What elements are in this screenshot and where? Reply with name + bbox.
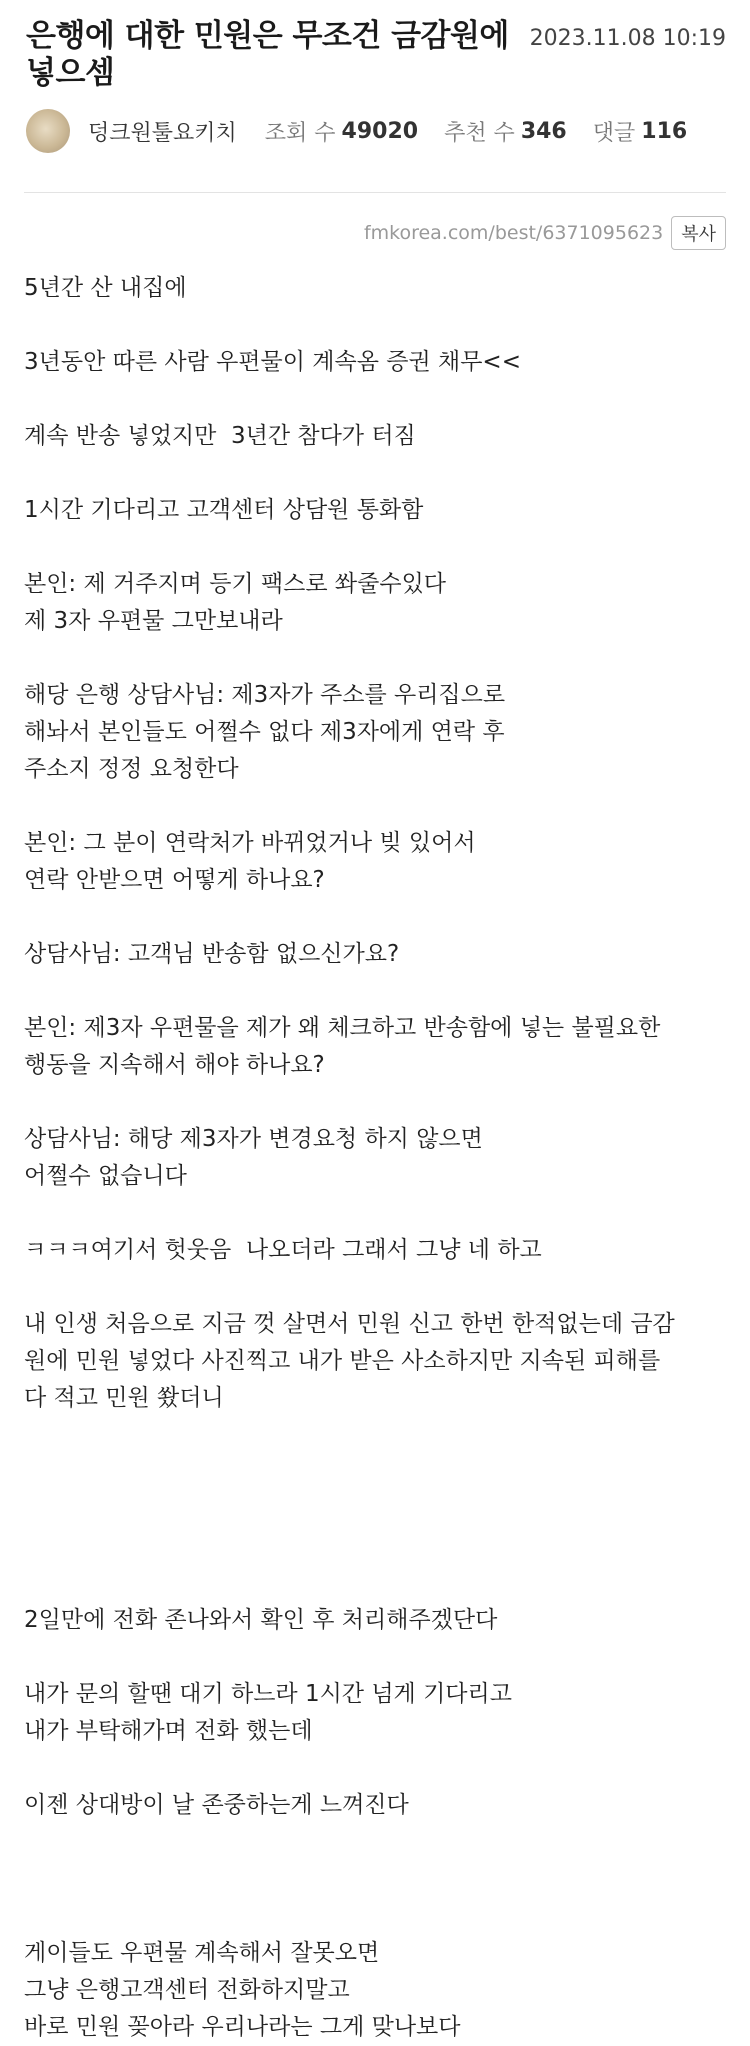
recommend-count: 346 [520, 118, 567, 144]
post-date: 2023.11.08 10:19 [529, 26, 726, 51]
content-paragraph [24, 1269, 726, 1306]
header-divider [24, 192, 726, 193]
content-paragraph [24, 1861, 726, 1898]
content-paragraph [24, 1750, 726, 1787]
comments-label: 댓글 [592, 120, 636, 146]
content-paragraph [24, 1454, 726, 1491]
content-paragraph: 상담사님: 해당 제3자가 변경요청 하지 않으면 어쩔수 없습니다 [24, 1126, 483, 1189]
content-paragraph: 3년동안 따른 사람 우편물이 계속옴 증권 채무<< [24, 349, 521, 375]
content-paragraph [24, 1491, 726, 1528]
content-paragraph [24, 973, 726, 1010]
content-paragraph: 본인: 제 거주지며 등기 팩스로 쏴줄수있다 제 3자 우편물 그만보내라 [24, 571, 447, 634]
post-url[interactable]: fmkorea.com/best/6371095623 [363, 222, 664, 244]
content-paragraph [24, 640, 726, 677]
content-paragraph [24, 1528, 726, 1565]
content-paragraph: 해당 은행 상담사님: 제3자가 주소를 우리집으로 해놔서 본인들도 어쩔수 없다 제3자에게 연락 후 주소지 정정 요청한다 [24, 682, 506, 782]
content-paragraph: 본인: 제3자 우편물을 제가 왜 체크하고 반송함에 넣는 불필요한 행동을 지속해서 해야 하나요? [24, 1015, 661, 1078]
content-paragraph: 본인: 그 분이 연락처가 바뀌었거나 빚 있어서 연락 안받으면 어떻게 하나요? [24, 830, 476, 893]
post-content [24, 270, 726, 2046]
content-paragraph [24, 1565, 726, 1602]
content-paragraph [24, 381, 726, 418]
content-paragraph [24, 1084, 726, 1121]
content-paragraph [24, 529, 726, 566]
post-title: 은행에 대한 민원은 무조건 금감원에 넣으셈 [26, 18, 509, 91]
copy-url-button[interactable]: 복사 [671, 216, 726, 250]
content-paragraph: 1시간 기다리고 고객센터 상담원 통화함 [24, 497, 424, 523]
content-paragraph: ㅋㅋㅋ여기서 헛웃음 나오더라 그래서 그냥 네 하고 [24, 1237, 542, 1263]
content-paragraph [24, 1417, 726, 1454]
content-paragraph: 계속 반송 넣었지만 3년간 참다가 터짐 [24, 423, 416, 449]
avatar[interactable] [26, 109, 70, 153]
content-paragraph: 내가 문의 할땐 대기 하느라 1시간 넘게 기다리고 내가 부탁해가며 전화 했는데 [24, 1681, 512, 1744]
content-paragraph [24, 455, 726, 492]
post-url-row [364, 216, 726, 250]
content-paragraph [24, 788, 726, 825]
content-paragraph: 5년간 산 내집에 [24, 275, 187, 301]
content-paragraph [24, 307, 726, 344]
content-paragraph [24, 899, 726, 936]
recommend-label: 추천 수 [444, 120, 515, 146]
content-paragraph: 이젠 상대방이 날 존중하는게 느껴진다 [24, 1792, 409, 1818]
content-paragraph [24, 1639, 726, 1676]
comments-count: 116 [641, 118, 688, 144]
content-paragraph: 2일만에 전화 존나와서 확인 후 처리해주겠단다 [24, 1607, 498, 1633]
author-name[interactable]: 덩크원툴요키치 [88, 120, 237, 146]
views-label: 조회 수 [264, 120, 336, 146]
content-paragraph: 내 인생 처음으로 지금 껏 살면서 민원 신고 한번 한적없는데 금감 원에 민원 넣었다 사진찍고 내가 받은 사소하지만 지속된 피해를 다 적고 민원 쐈더니 [24, 1311, 675, 1411]
views-count: 49020 [341, 118, 419, 144]
content-paragraph [24, 1824, 726, 1861]
content-paragraph [24, 1195, 726, 1232]
content-paragraph [24, 1898, 726, 1935]
content-paragraph: 게이들도 우편물 계속해서 잘못오면 그냥 은행고객센터 전화하지말고 바로 민원 꽂아라 우리나라는 그게 맞나보다 [24, 1940, 461, 2040]
content-paragraph: 상담사님: 고객님 반송함 없으신가요? [24, 941, 400, 967]
post-meta [26, 108, 713, 154]
